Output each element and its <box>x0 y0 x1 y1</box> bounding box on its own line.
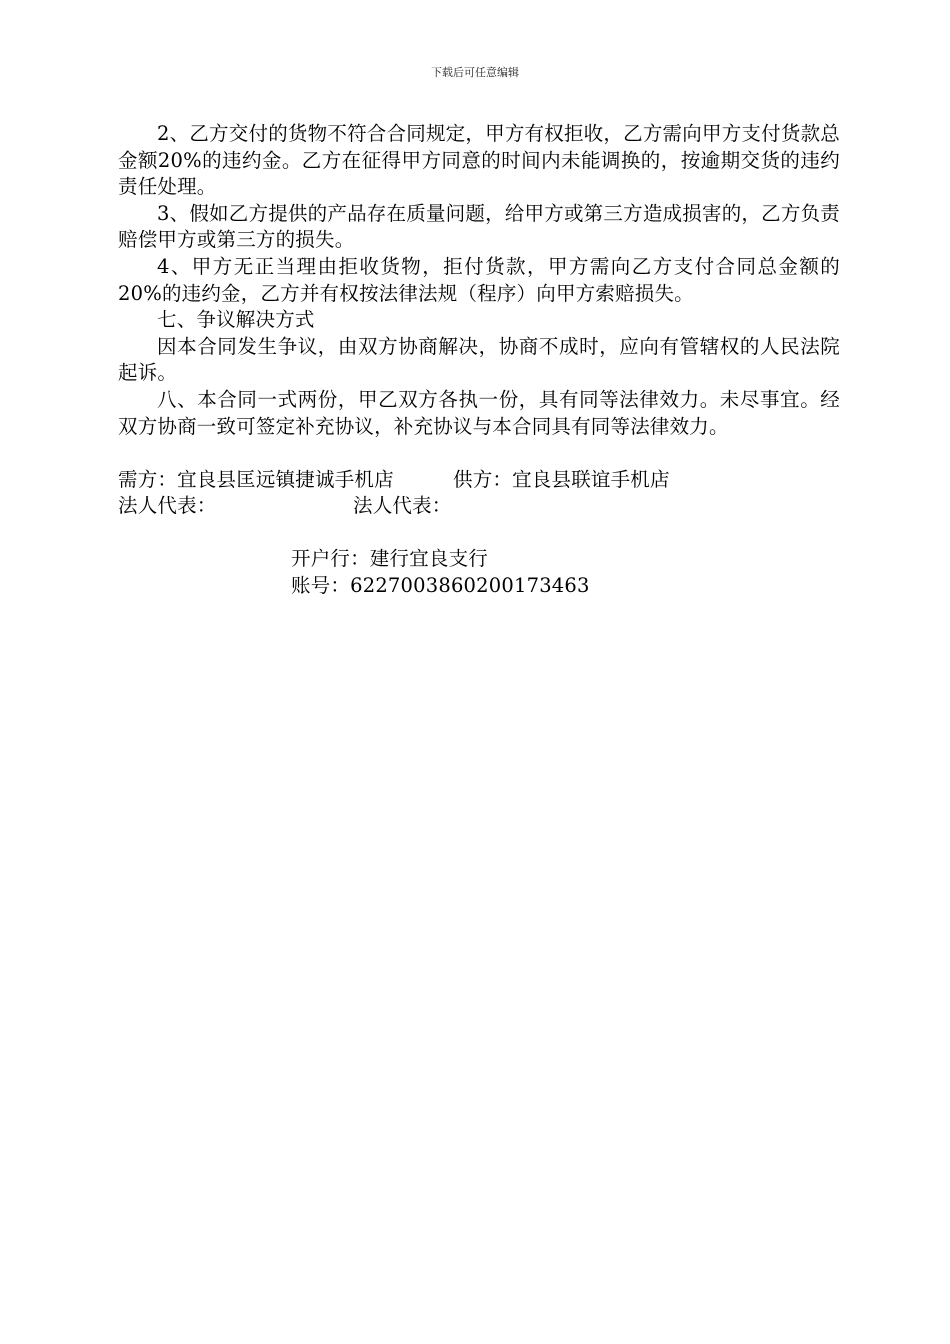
clause-paragraph: 2、乙方交付的货物不符合合同规定，甲方有权拒收，乙方需向甲方支付货款总金额20%的违约金。乙方在征得甲方同意的时间内未能调换的，按逾期交货的违约责任处理。 <box>118 122 840 199</box>
party-line <box>118 467 840 494</box>
buyer-representative: 法人代表： <box>118 494 217 518</box>
clause-paragraph: 4、甲方无正当理由拒收货物，拒付货款，甲方需向乙方支付合同总金额的20%的违约金，乙方并有权按法律法规（程序）向甲方索赔损失。 <box>118 254 840 305</box>
bank-account: 账号：6227003860200173463 <box>291 573 590 597</box>
clause-paragraph: 八、本合同一式两份，甲乙双方各执一份，具有同等法律效力。未尽事宜。经双方协商一致可签定补充协议，补充协议与本合同具有同等法律效力。 <box>118 387 840 438</box>
page-header: 下载后可任意编辑 <box>431 66 519 79</box>
spacer <box>118 440 840 467</box>
clause-paragraph: 3、假如乙方提供的产品存在质量问题，给甲方或第三方造成损害的，乙方负责赔偿甲方或第三方的损失。 <box>118 201 840 252</box>
representative-line <box>118 493 840 520</box>
bank-name: 开户行：建行宜良支行 <box>291 547 489 570</box>
seller-representative: 法人代表： <box>353 494 452 518</box>
bank-info <box>291 546 590 599</box>
seller-name: 供方：宜良县联谊手机店 <box>453 467 670 491</box>
contract-body <box>118 121 840 520</box>
buyer-name: 需方：宜良县匡远镇捷诚手机店 <box>118 467 394 491</box>
clause-paragraph: 因本合同发生争议，由双方协商解决，协商不成时，应向有管辖权的人民法院起诉。 <box>118 334 840 385</box>
section-heading: 七、争议解决方式 <box>157 308 315 332</box>
